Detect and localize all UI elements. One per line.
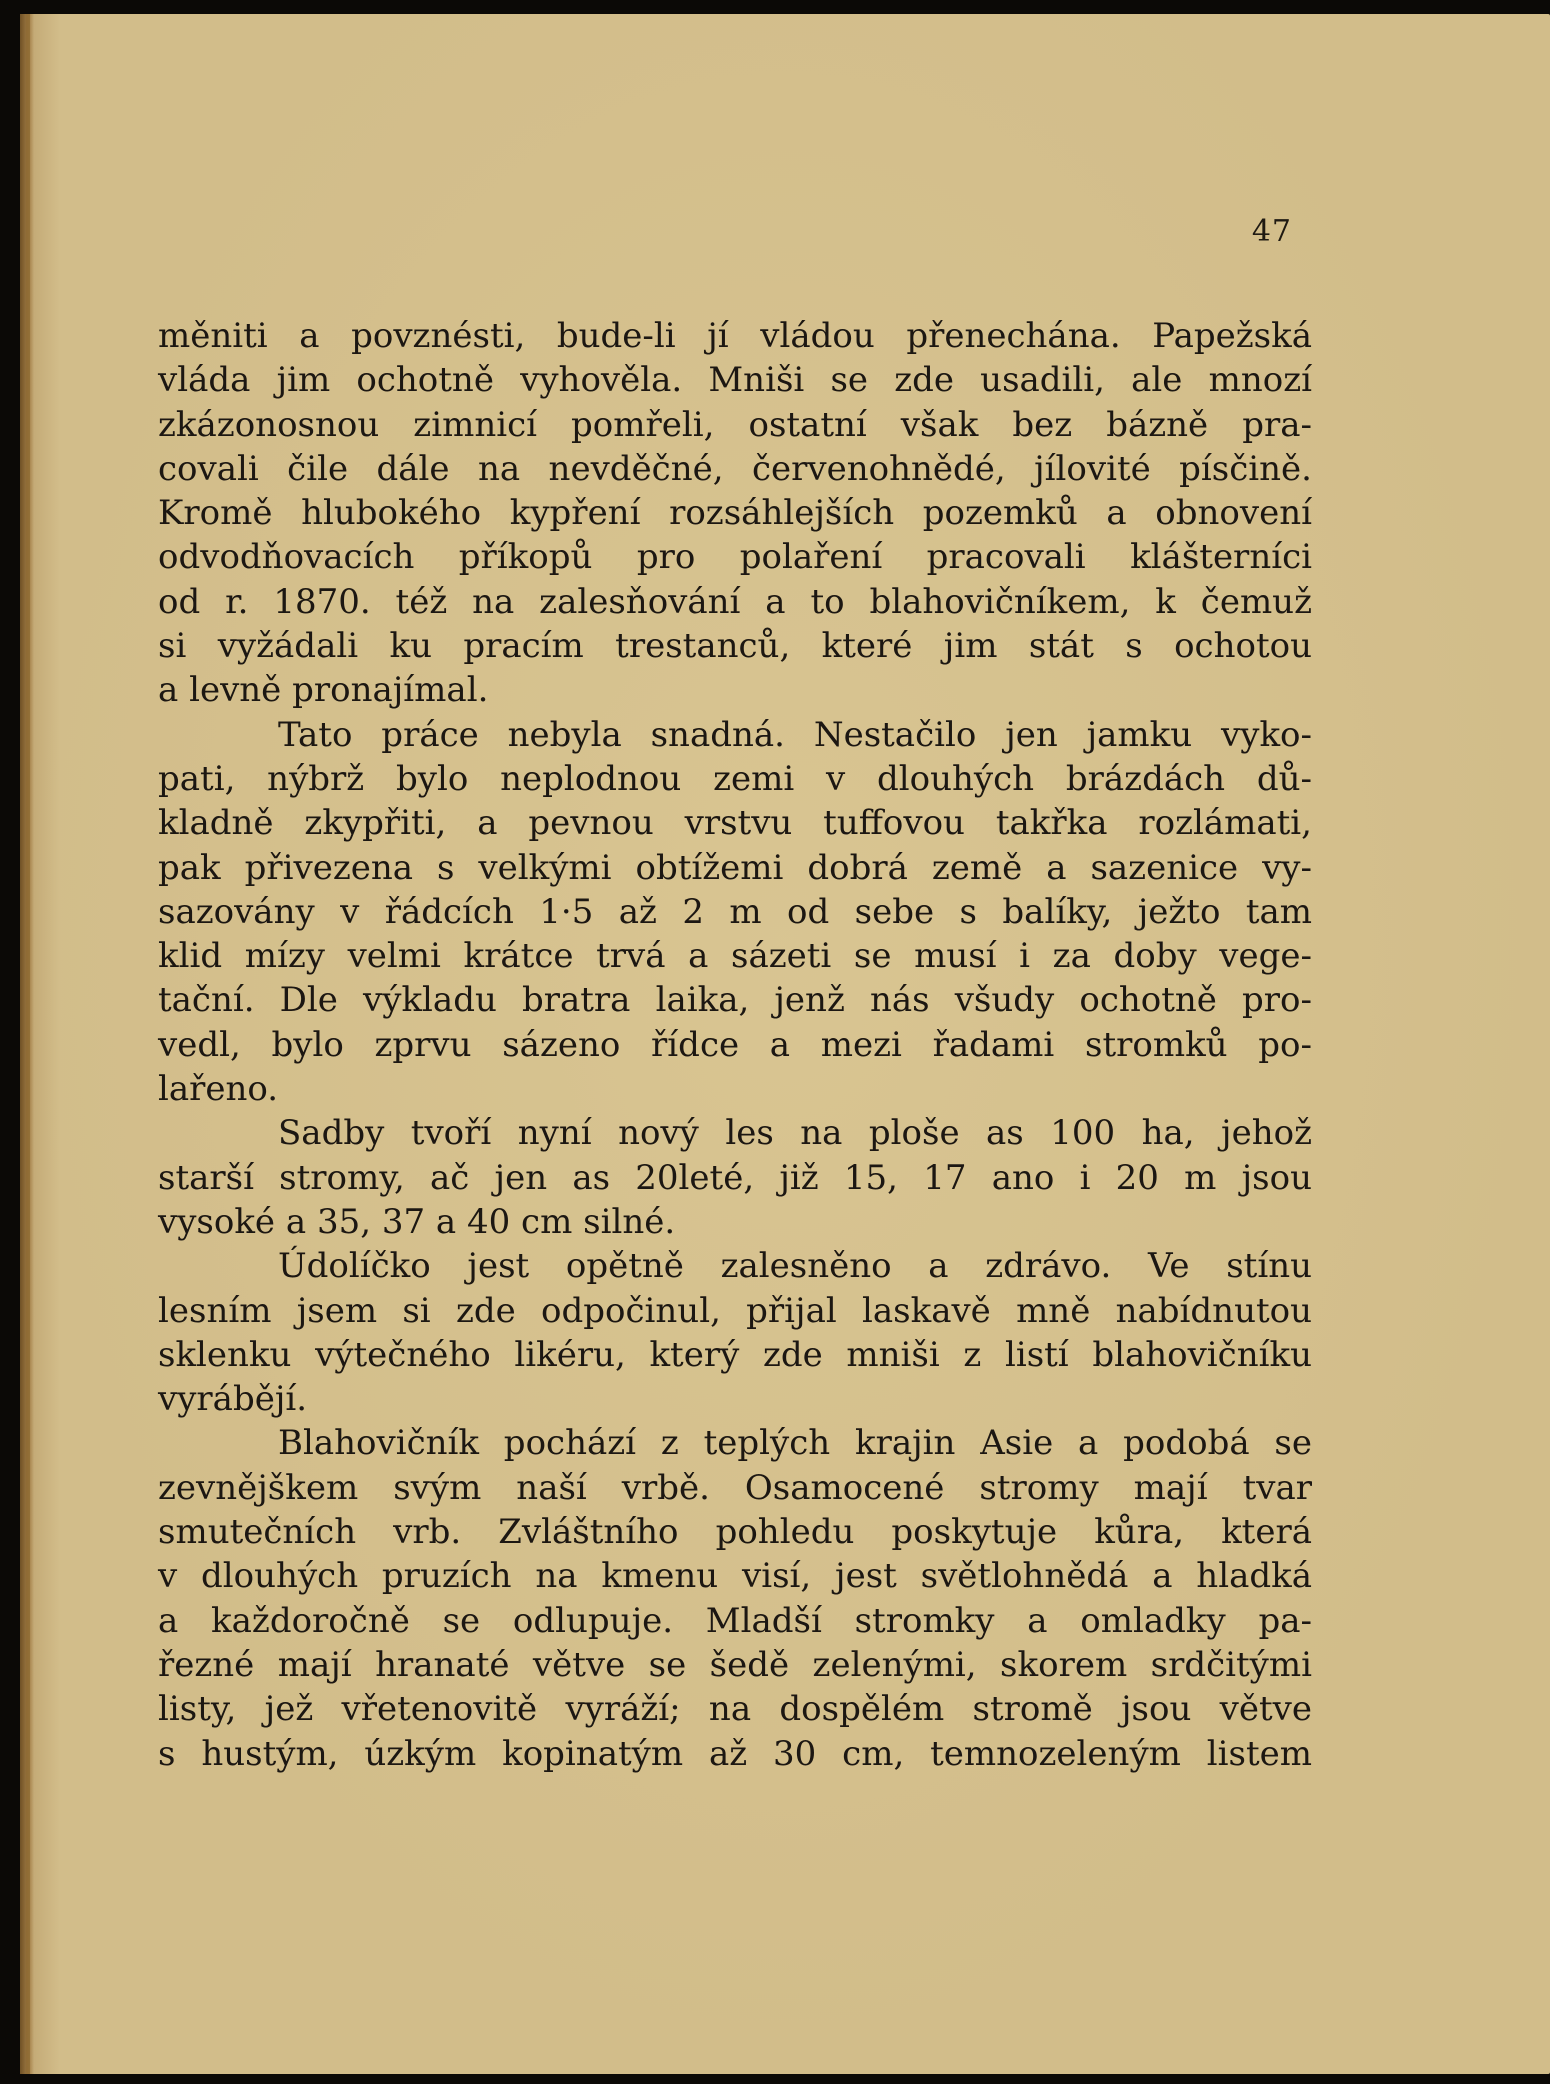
text-line: zevnějškem svým naší vrbě. Osamocené stromy mají tvar — [158, 1467, 1312, 1508]
text-line: vláda jim ochotně vyhověla. Mniši se zde usadili, ale mnozí — [158, 360, 1312, 401]
text-line: měniti a povznésti, bude-li jí vládou přenechána. Papežská — [158, 316, 1312, 356]
text-line: starší stromy, ač jen as 20leté, již 15, 17 ano i 20 m jsou — [158, 1157, 1312, 1198]
text-line: a levně pronajímal. — [158, 670, 489, 711]
text-line: v dlouhých pruzích na kmenu visí, jest světlohnědá a hladká — [158, 1556, 1312, 1597]
text-line: tační. Dle výkladu bratra laika, jenž nás všudy ochotně pro- — [158, 980, 1312, 1021]
text-line: od r. 1870. též na zalesňování a to blahovičníkem, k čemuž — [158, 581, 1312, 622]
text-line: s hustým, úzkým kopinatým až 30 cm, temnozeleným listem — [158, 1733, 1312, 1774]
text-line: Kromě hlubokého kypření rozsáhlejších pozemků a obnovení — [158, 493, 1312, 534]
text-line: covali čile dále na nevděčné, červenohnědé, jílovité písčině. — [158, 448, 1312, 489]
binding-stroke — [26, 14, 30, 2074]
text-line: lařeno. — [158, 1069, 279, 1110]
text-line: řezné mají hranaté větve se šedě zelenými, skorem srdčitými — [158, 1644, 1312, 1685]
text-line: vedl, bylo zprvu sázeno řídce a mezi řadami stromků po- — [158, 1024, 1312, 1065]
text-line: Blahovičník pochází z teplých krajin Asie a podobá se — [278, 1423, 1312, 1464]
text-line: Sadby tvoří nyní nový les na ploše as 100 ha, jehož — [278, 1113, 1312, 1154]
text-line: lesním jsem si zde odpočinul, přijal laskavě mně nabídnutou — [158, 1290, 1312, 1331]
text-line: odvodňovacích příkopů pro polaření pracovali klášterníci — [158, 537, 1312, 578]
text-line: pak přivezena s velkými obtížemi dobrá země a sazenice vy- — [158, 847, 1312, 888]
text-line: vyrábějí. — [158, 1379, 308, 1420]
text-line: sklenku výtečného likéru, který zde mniši z listí blahovičníku — [158, 1334, 1312, 1375]
text-line: klid mízy velmi krátce trvá a sázeti se musí i za doby vege- — [158, 936, 1312, 977]
text-line: kladně zkypřiti, a pevnou vrstvu tuffovou takřka rozlámati, — [158, 803, 1312, 844]
text-line: listy, jež vřetenovitě vyráží; na dospělém stromě jsou větve — [158, 1689, 1312, 1730]
text-line: pati, nýbrž bylo neplodnou zemi v dlouhých brázdách dů- — [158, 758, 1312, 799]
text-line: zkázonosnou zimnicí pomřeli, ostatní však bez bázně pra- — [158, 404, 1312, 445]
text-line: smutečních vrb. Zvláštního pohledu poskytuje kůra, která — [158, 1512, 1312, 1553]
text-line: vysoké a 35, 37 a 40 cm silné. — [158, 1201, 676, 1242]
text-line: Údolíčko jest opětně zalesněno a zdrávo. Ve stínu — [278, 1246, 1312, 1287]
book-page — [20, 14, 1550, 2074]
text-line: sazovány v řádcích 1·5 až 2 m od sebe s balíky, ježto tam — [158, 891, 1312, 932]
text-line: Tato práce nebyla snadná. Nestačilo jen jamku vyko- — [278, 714, 1312, 755]
text-line: a každoročně se odlupuje. Mladší stromky a omladky pa- — [158, 1600, 1312, 1641]
text-line: si vyžádali ku pracím trestanců, které jim stát s ochotou — [158, 626, 1312, 667]
page-number: 47 — [1251, 214, 1292, 249]
body-text — [158, 314, 1312, 1776]
